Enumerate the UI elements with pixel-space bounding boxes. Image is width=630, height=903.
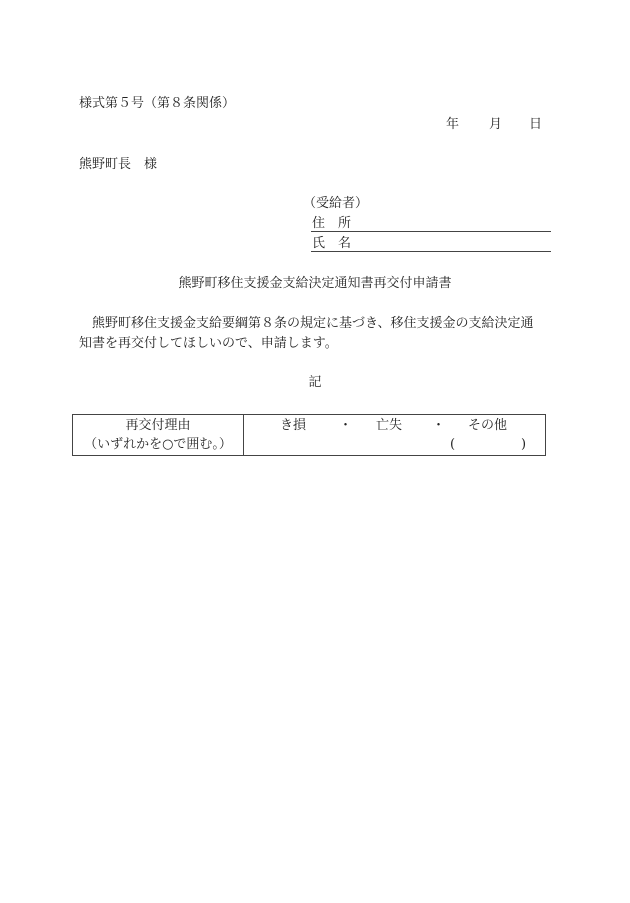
body-line-2: 知書を再交付してほしいので、申請します。: [79, 336, 338, 351]
reason-label: 再交付理由: [125, 418, 191, 433]
date-year-label: 年: [446, 117, 460, 132]
option-lost[interactable]: 亡失: [376, 418, 403, 433]
document-title: 熊野町移住支援金支給決定通知書再交付申請書: [178, 276, 452, 291]
other-paren-open: (: [450, 437, 456, 452]
address-label: 住 所: [312, 216, 352, 231]
reason-options-cell: [244, 415, 546, 456]
form-number: 様式第５号（第８条関係）: [79, 96, 236, 111]
option-damaged[interactable]: き損: [280, 418, 307, 433]
other-paren-close: ): [521, 437, 527, 452]
address-field-line[interactable]: [311, 231, 551, 232]
reason-instruction: （いずれかを○で囲む。）: [84, 437, 232, 452]
reissue-reason-table: [72, 414, 546, 456]
applicant-heading: （受給者）: [303, 196, 369, 211]
name-label: 氏 名: [312, 236, 352, 251]
separator-dot: ・: [339, 418, 353, 433]
addressee: 熊野町長 様: [79, 157, 158, 172]
name-field-line[interactable]: [311, 251, 551, 252]
separator-dot: ・: [432, 418, 446, 433]
body-line-1: 熊野町移住支援金支給要綱第８条の規定に基づき、移住支援金の支給決定通: [92, 316, 534, 331]
option-other[interactable]: その他: [468, 418, 508, 433]
date-day-label: 日: [529, 117, 543, 132]
ki-heading: 記: [308, 375, 322, 390]
reason-label-cell: [73, 415, 244, 456]
date-month-label: 月: [489, 117, 503, 132]
